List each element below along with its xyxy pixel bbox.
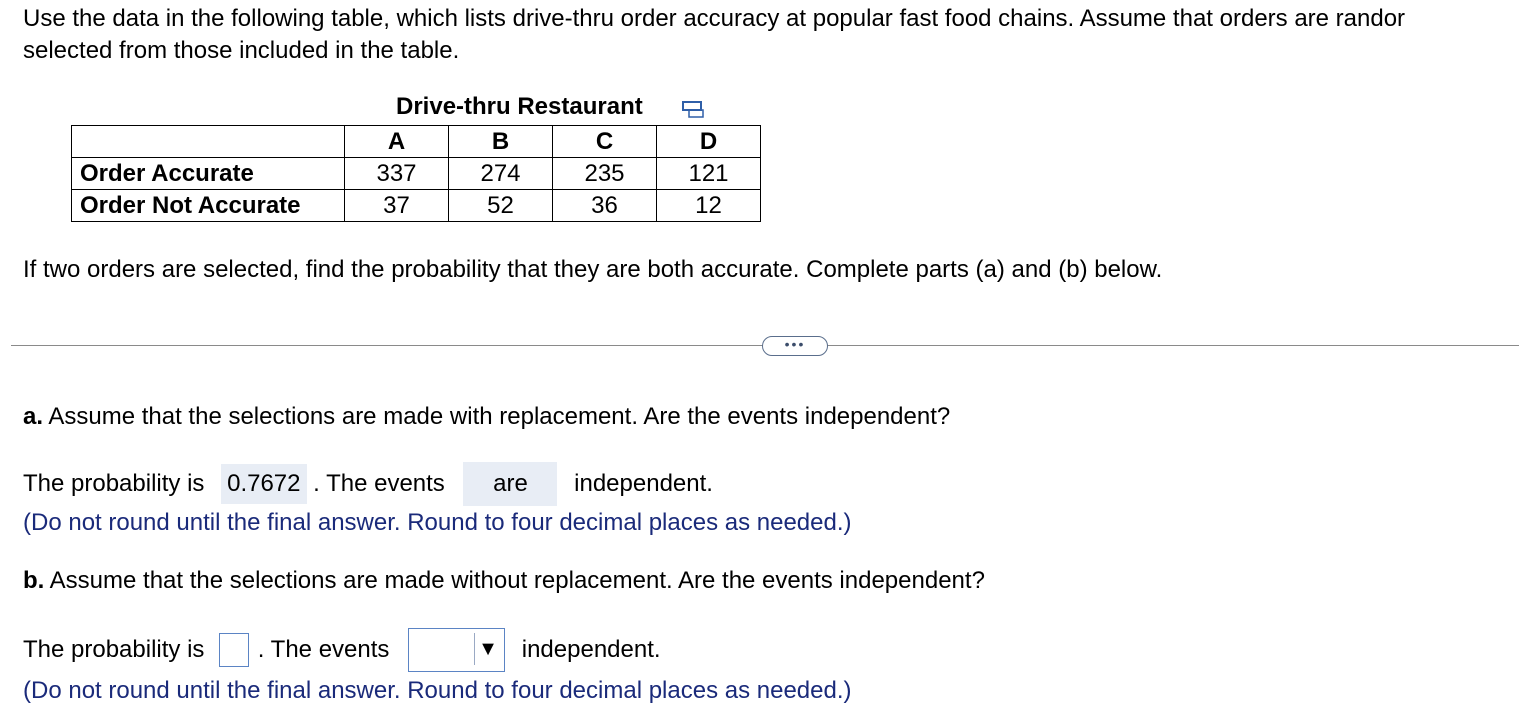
part-a-prefix: The probability is xyxy=(23,469,205,497)
table-caption: Drive-thru Restaurant xyxy=(396,93,643,120)
column-header-a: A xyxy=(345,126,449,158)
part-b-rounding-note: (Do not round until the final answer. Round to four decimal places as needed.) xyxy=(23,677,852,704)
accuracy-table xyxy=(71,125,761,222)
dropdown-arrow-icon[interactable]: ▼ xyxy=(474,633,501,665)
part-a-answer-line xyxy=(23,461,713,505)
popout-icon[interactable] xyxy=(681,99,707,119)
table-header-row xyxy=(72,126,761,158)
part-b-events-dropdown[interactable] xyxy=(408,628,505,672)
part-b-suffix: independent. xyxy=(521,635,661,663)
expand-more-button[interactable]: ••• xyxy=(762,336,828,356)
row-label-accurate: Order Accurate xyxy=(72,158,345,190)
column-header-b: B xyxy=(449,126,553,158)
table-cell: 274 xyxy=(449,158,553,190)
part-a-events-dropdown[interactable]: are xyxy=(463,462,557,506)
table-cell: 121 xyxy=(657,158,761,190)
table-row xyxy=(72,158,761,190)
table-cell: 36 xyxy=(553,190,657,222)
column-header-c: C xyxy=(553,126,657,158)
column-header-d: D xyxy=(657,126,761,158)
part-b-label: b. xyxy=(23,567,45,594)
part-b-middle: . The events xyxy=(257,635,390,663)
part-a-rounding-note: (Do not round until the final answer. Round to four decimal places as needed.) xyxy=(23,509,852,536)
table-row xyxy=(72,190,761,222)
intro-text xyxy=(23,3,1519,67)
table-cell: 52 xyxy=(449,190,553,222)
table-corner-cell xyxy=(72,126,345,158)
part-b-question xyxy=(23,566,985,596)
part-a-suffix: independent. xyxy=(574,469,713,497)
intro-line-2: selected from those included in the table. xyxy=(23,37,460,64)
part-b-question-text: Assume that the selections are made without replacement. Are the events independent? xyxy=(44,567,985,594)
part-a-middle: . The events xyxy=(313,469,445,497)
question-prompt: If two orders are selected, find the probability that they are both accurate. Complete parts (a) and (b) below. xyxy=(23,256,1163,283)
part-a-question-text: Assume that the selections are made with replacement. Are the events independent? xyxy=(43,403,951,430)
table-cell: 337 xyxy=(345,158,449,190)
table-cell: 37 xyxy=(345,190,449,222)
part-a-label: a. xyxy=(23,403,44,430)
part-b-answer-line xyxy=(23,627,661,671)
table-cell: 235 xyxy=(553,158,657,190)
row-label-not-accurate: Order Not Accurate xyxy=(72,190,345,222)
intro-line-1: Use the data in the following table, which lists drive-thru order accuracy at popular fast food chains. Assume that orders are randor xyxy=(23,5,1406,32)
table-cell: 12 xyxy=(657,190,761,222)
part-a-probability-input[interactable]: 0.7672 xyxy=(221,464,306,504)
part-b-probability-input[interactable] xyxy=(219,633,249,667)
part-b-prefix: The probability is xyxy=(23,635,205,663)
part-a-question xyxy=(23,402,950,432)
